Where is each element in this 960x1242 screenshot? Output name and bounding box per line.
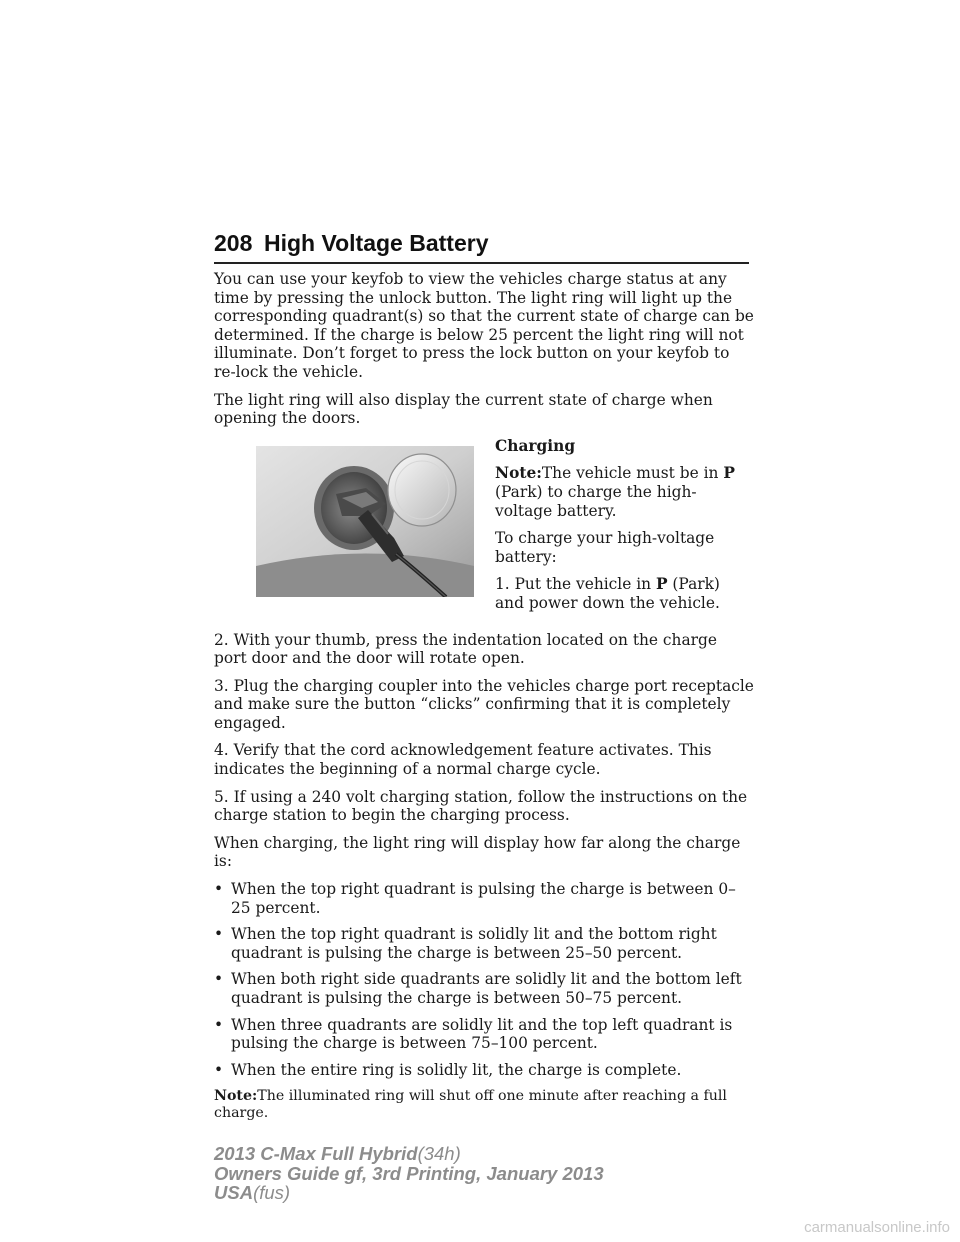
charging-section: [214, 437, 754, 622]
list-item-text: When both right side quadrants are solidly lit and the bottom left quadrant is pulsing the charge is between 50–75 percent.: [231, 970, 742, 1007]
charging-side-text: [495, 437, 747, 622]
list-item-text: When the top right quadrant is solidly lit and the bottom right quadrant is pulsing the charge is between 25–50 percent.: [231, 925, 717, 962]
step-3: 3. Plug the charging coupler into the vehicles charge port receptacle and make sure the button “clicks” confirming that it is completely engaged.: [214, 676, 754, 732]
page-header: [214, 228, 749, 264]
step-1-text-a: 1. Put the vehicle in: [495, 575, 656, 594]
charging-intro: To charge your high-voltage battery:: [495, 529, 715, 566]
charge-port-illustration: [256, 446, 474, 597]
footer-model-code: (34h): [417, 1143, 461, 1164]
step-4: 4. Verify that the cord acknowledgement feature activates. This indicates the beginning of a normal charge cycle.: [214, 741, 712, 779]
note-text-a: The vehicle must be in: [541, 464, 724, 483]
list-item-text: When the top right quadrant is pulsing the charge is between 0–25 percent.: [231, 880, 736, 917]
footer-market-code: (fus): [253, 1182, 291, 1203]
page-number: 208: [214, 230, 253, 256]
final-note-label: Note:: [214, 1088, 258, 1105]
step-2: 2. With your thumb, press the indentation located on the charge port door and the door will rotate open.: [214, 630, 717, 668]
footer-market: USA: [214, 1182, 254, 1203]
ring-intro: When charging, the light ring will display how far along the charge is:: [214, 833, 741, 871]
watermark: carmanualsonline.info: [804, 1219, 950, 1236]
final-note-text: The illuminated ring will shut off one minute after reaching a full charge.: [214, 1088, 727, 1122]
bullet-icon: •: [214, 1015, 224, 1034]
light-ring-paragraph: The light ring will also display the current state of charge when opening the doors.: [214, 390, 713, 428]
page-footer: [214, 1144, 604, 1203]
page-content: [214, 270, 754, 1131]
intro-paragraph: You can use your keyfob to view the vehicles charge status at any time by pressing the unlock button. The light ring will light up the corresponding quadrant(s) so that the current state of charge can be determined. If the charge is below 25 percent the light ring will not illuminate. Don’t forget to press the lock button on your keyfob to re-lock the vehicle.: [214, 270, 754, 381]
footer-model: 2013 C-Max Full Hybrid: [214, 1143, 418, 1164]
list-item: [214, 970, 754, 1007]
charging-note: [495, 464, 747, 520]
step-1: [495, 575, 747, 612]
list-item: [214, 925, 754, 962]
page-title: High Voltage Battery: [264, 230, 489, 256]
step-1-text-b: (Park) and power down the vehicle.: [495, 575, 720, 612]
list-item: [214, 1016, 754, 1053]
footer-edition: Owners Guide gf, 3rd Printing, January 2013: [214, 1162, 604, 1184]
list-item: [214, 880, 754, 917]
charging-heading: Charging: [495, 436, 576, 455]
note-text-b: (Park) to charge the high-voltage battery.: [495, 482, 697, 520]
park-symbol: P: [723, 464, 735, 483]
park-symbol: P: [655, 575, 668, 594]
list-item-text: When the entire ring is solidly lit, the charge is complete.: [231, 1060, 682, 1079]
bullet-icon: •: [214, 970, 224, 989]
note-label: Note:: [495, 464, 542, 483]
charge-status-list: [214, 880, 754, 1079]
final-note: [214, 1088, 754, 1122]
bullet-icon: •: [214, 880, 224, 899]
bullet-icon: •: [214, 1060, 224, 1079]
list-item-text: When three quadrants are solidly lit and the top left quadrant is pulsing the charge is between 75–100 percent.: [231, 1015, 733, 1053]
step-5: 5. If using a 240 volt charging station, follow the instructions on the charge station to begin the charging process.: [214, 787, 748, 825]
bullet-icon: •: [214, 925, 224, 944]
list-item: [214, 1061, 754, 1080]
